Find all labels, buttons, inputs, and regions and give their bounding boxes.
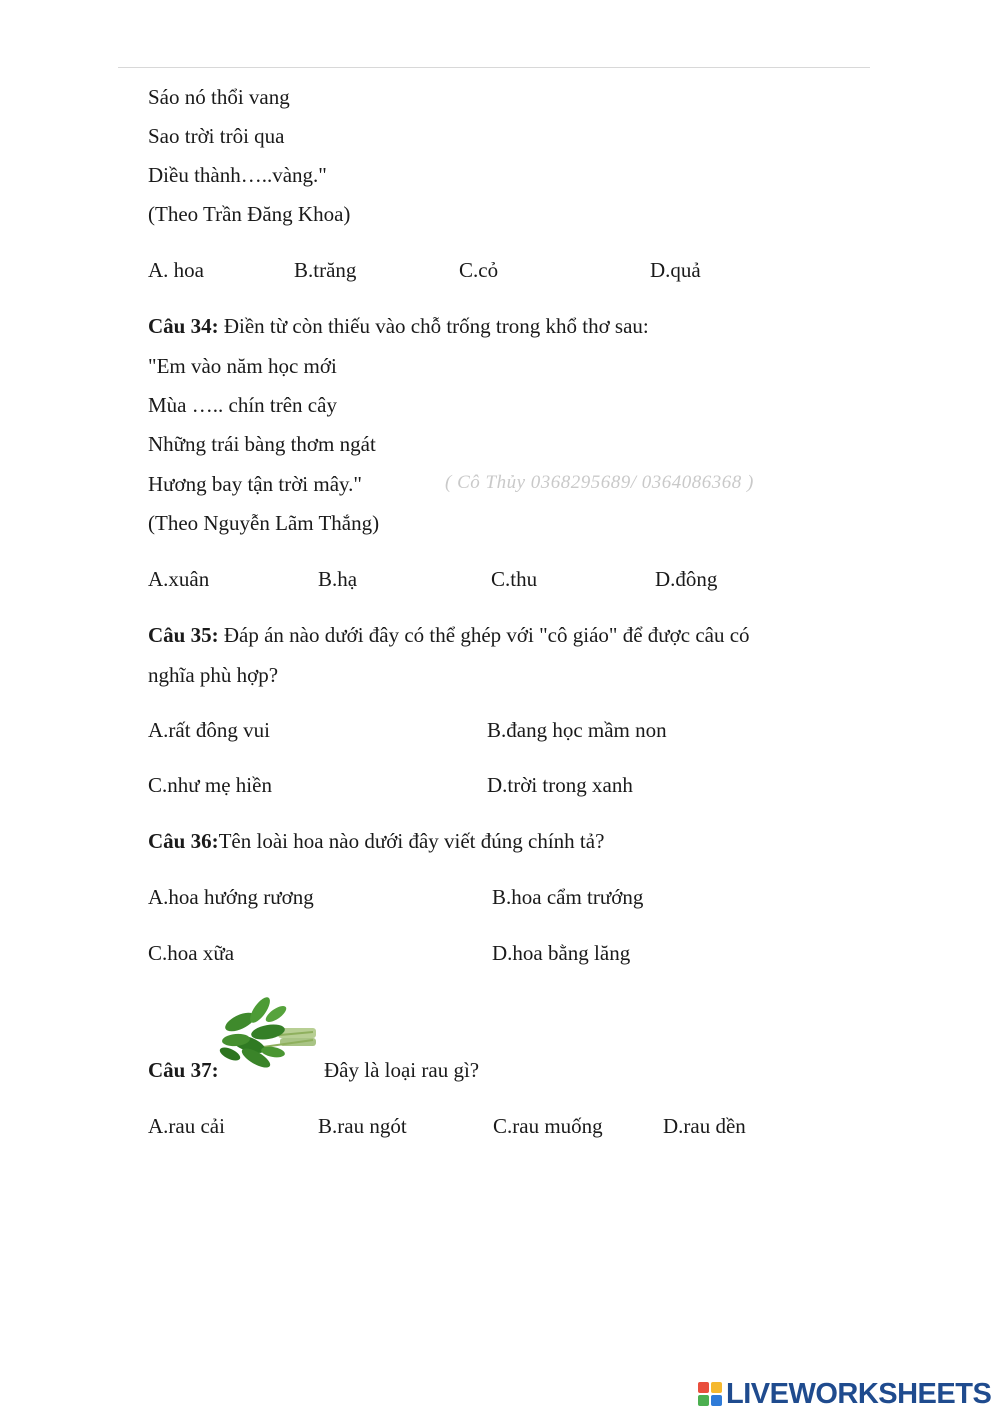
liveworksheets-brand[interactable] xyxy=(698,1378,991,1410)
q34-option-b[interactable]: B.hạ xyxy=(318,567,358,591)
q37-option-b[interactable]: B.rau ngót xyxy=(318,1114,407,1138)
q33-option-d[interactable]: D.quả xyxy=(650,258,701,282)
q36-prompt: Tên loài hoa nào dưới đây viết đúng chính tả? xyxy=(218,829,605,853)
q36-option-c[interactable]: C.hoa xữa xyxy=(148,941,235,965)
logo-square-1 xyxy=(698,1382,709,1393)
q35-label: Câu 35: xyxy=(148,623,219,647)
poem-author: (Theo Trần Đăng Khoa) xyxy=(148,202,351,226)
q34-option-d[interactable]: D.đông xyxy=(655,567,718,591)
q36-question xyxy=(148,828,604,854)
q35-option-a[interactable]: A.rất đông vui xyxy=(148,718,270,742)
q35-option-b[interactable]: B.đang học mầm non xyxy=(487,718,667,742)
q35-option-c[interactable]: C.như mẹ hiền xyxy=(148,773,272,797)
poem-line-2: Sao trời trôi qua xyxy=(148,124,285,148)
q33-option-b[interactable]: B.trăng xyxy=(294,258,357,282)
q34-poem-line-3: Những trái bàng thơm ngát xyxy=(148,432,376,456)
q35-prompt-line1: Đáp án nào dưới đây có thể ghép với "cô giáo" để được câu có xyxy=(218,623,750,647)
q33-option-c[interactable]: C.cỏ xyxy=(459,258,499,282)
q34-label: Câu 34: xyxy=(148,314,219,338)
logo-square-4 xyxy=(711,1395,722,1406)
poem-line-3: Diều thành…..vàng." xyxy=(148,163,327,187)
logo-square-3 xyxy=(698,1395,709,1406)
q37-label-text: Câu 37: xyxy=(148,1058,219,1082)
q37-label xyxy=(148,1057,219,1083)
q36-label: Câu 36: xyxy=(148,829,219,853)
q37-option-d[interactable]: D.rau dền xyxy=(663,1114,746,1138)
logo-square-2 xyxy=(711,1382,722,1393)
q34-option-a[interactable]: A.xuân xyxy=(148,567,210,591)
q37-option-c[interactable]: C.rau muống xyxy=(493,1114,603,1138)
liveworksheets-logo-icon xyxy=(698,1382,722,1406)
q34-prompt: Điền từ còn thiếu vào chỗ trống trong khổ thơ sau: xyxy=(218,314,649,338)
q36-option-b[interactable]: B.hoa cẩm trướng xyxy=(492,885,644,909)
q37-prompt: Đây là loại rau gì? xyxy=(324,1058,480,1082)
q35-option-d[interactable]: D.trời trong xanh xyxy=(487,773,633,797)
q34-poem-line-1: "Em vào năm học mới xyxy=(148,354,337,378)
brand-name: LIVEWORKSHEETS xyxy=(726,1378,992,1410)
q34-poem-line-2: Mùa ….. chín trên cây xyxy=(148,393,337,417)
top-divider xyxy=(118,67,870,68)
q36-option-d[interactable]: D.hoa bằng lăng xyxy=(492,941,631,965)
q34-poem-author: (Theo Nguyễn Lãm Thắng) xyxy=(148,511,380,535)
q36-option-a[interactable]: A.hoa hướng rương xyxy=(148,885,314,909)
q35-question xyxy=(148,622,750,648)
poem-line-1: Sáo nó thổi vang xyxy=(148,85,290,109)
q35-prompt-line2: nghĩa phù hợp? xyxy=(148,663,279,687)
q34-option-c[interactable]: C.thu xyxy=(491,567,538,591)
watermark-text: ( Cô Thủy 0368295689/ 0364086368 ) xyxy=(445,472,754,493)
q33-option-a[interactable]: A. hoa xyxy=(148,258,204,282)
water-spinach-image xyxy=(218,992,318,1074)
q37-option-a[interactable]: A.rau cải xyxy=(148,1114,225,1138)
q34-question xyxy=(148,313,649,339)
q34-poem-line-4: Hương bay tận trời mây." xyxy=(148,472,363,496)
